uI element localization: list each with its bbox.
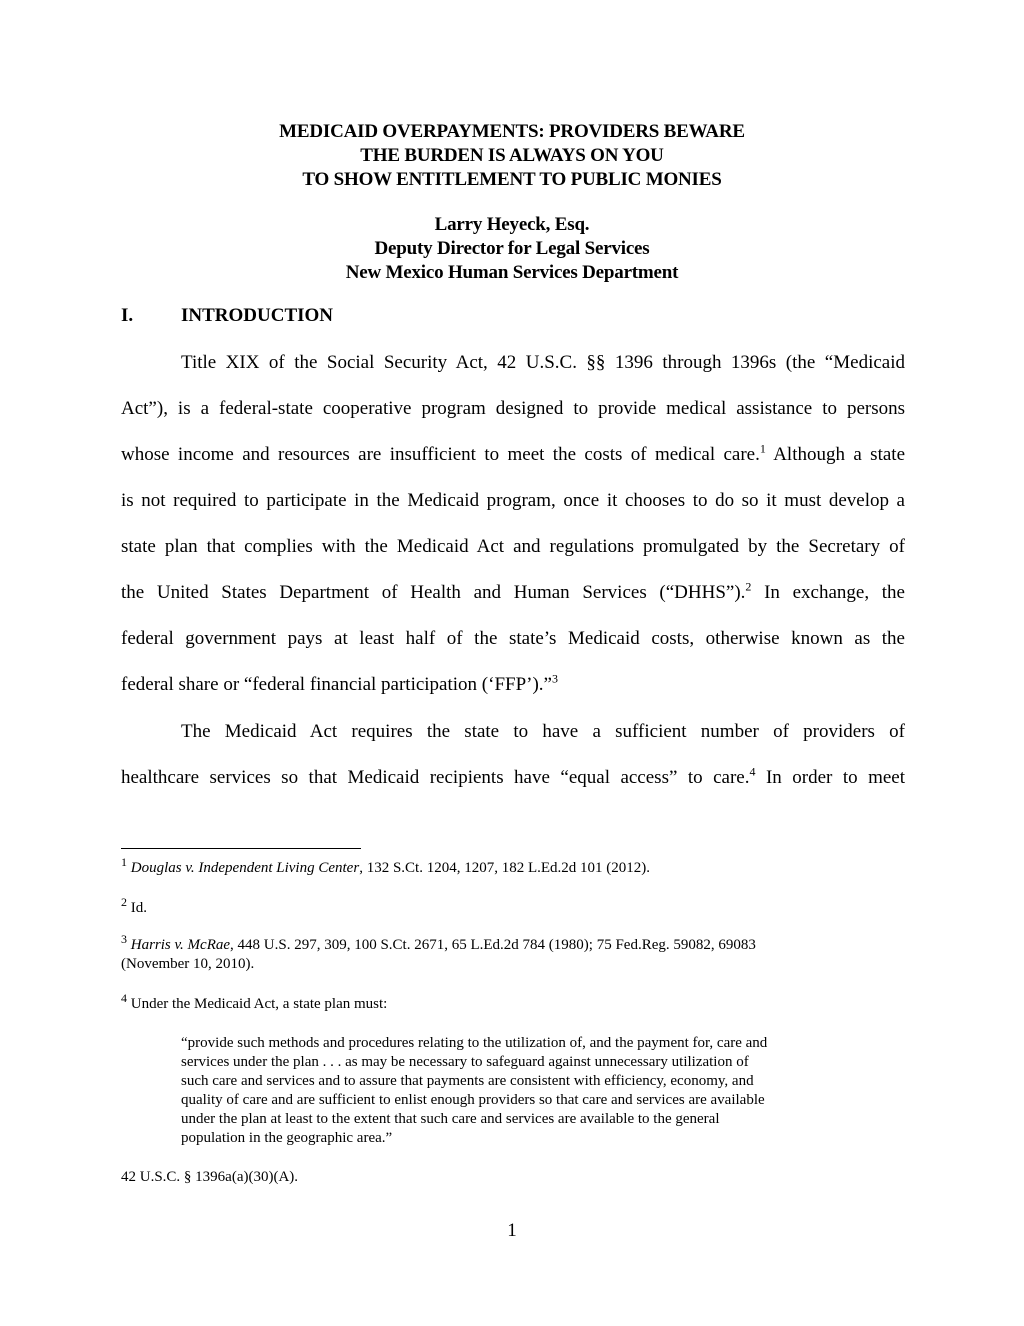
title-line-2: THE BURDEN IS ALWAYS ON YOU (360, 145, 664, 166)
title-line-1: MEDICAID OVERPAYMENTS: PROVIDERS BEWARE (279, 121, 745, 142)
author-block (0, 213, 1024, 285)
page-number: 1 (507, 1220, 517, 1241)
quote-line: population in the geographic area.” (181, 1130, 393, 1146)
footnote-2 (121, 895, 911, 918)
document-title (0, 120, 1024, 192)
body-line: Title XIX of the Social Security Act, 42 U.S.C. §§ 1396 through 1396s (the “Medicaid (181, 352, 905, 373)
footnote-number: 1 (121, 855, 127, 869)
body-line: The Medicaid Act requires the state to have a sufficient number of providers of (181, 721, 905, 742)
body-line: is not required to participate in the Medicaid program, once it chooses to do so it must develop a (121, 490, 905, 511)
footnote-intro: Under the Medicaid Act, a state plan must: (130, 996, 388, 1012)
case-name: Harris v. McRae (130, 937, 231, 953)
block-quote (181, 1034, 861, 1148)
footnote-number: 3 (121, 932, 127, 946)
footnote-4 (121, 991, 911, 1014)
quote-line: “provide such methods and procedures relating to the utilization of, and the payment for, care and (181, 1035, 768, 1051)
author-organization: New Mexico Human Services Department (345, 262, 679, 283)
footnote-ref[interactable]: 2 (745, 579, 752, 594)
citation-continued: (November 10, 2010). (121, 956, 255, 972)
quote-line: quality of care and are sufficient to enlist enough providers so that care and services are available (181, 1092, 765, 1108)
citation: , 448 U.S. 297, 309, 100 S.Ct. 2671, 65 L.Ed.2d 784 (1980); 75 Fed.Reg. 59082, 69083 (230, 937, 756, 953)
body-line: the United States Department of Health and Human Services (“DHHS”).$^2$ In exchange, the (121, 579, 905, 603)
body-line: federal share or “federal financial participation (‘FFP’).”$^3$ (121, 671, 558, 695)
footnote-ref[interactable]: 4 (749, 764, 756, 779)
author-name: Larry Heyeck, Esq. (434, 214, 590, 235)
footnote-text: Id. (130, 900, 147, 916)
body-line: healthcare services so that Medicaid recipients have “equal access” to care.$^4$ In order to meet (121, 764, 905, 788)
body-line: state plan that complies with the Medicaid Act and regulations promulgated by the Secretary of (121, 536, 905, 557)
body-line: federal government pays at least half of the state’s Medicaid costs, otherwise known as the (121, 628, 905, 649)
quote-line: under the plan at least to the extent that such care and services are available to the general (181, 1111, 720, 1127)
statute-citation: 42 U.S.C. § 1396a(a)(30)(A). (121, 1169, 299, 1185)
case-name: Douglas v. Independent Living Center (130, 860, 360, 876)
footnote-number: 4 (121, 991, 127, 1005)
footnote-ref[interactable]: 3 (552, 671, 558, 686)
citation: , 132 S.Ct. 1204, 1207, 182 L.Ed.2d 101 (2012). (359, 860, 651, 876)
body-line: Act”), is a federal-state cooperative program designed to provide medical assistance to persons (121, 398, 905, 419)
body-line: whose income and resources are insufficient to meet the costs of medical care.$^1$ Although a state (121, 441, 906, 465)
footnote-1 (121, 855, 911, 878)
footnote-ref[interactable]: 1 (759, 441, 766, 456)
footnote-number: 2 (121, 895, 127, 909)
section-number: I. (121, 305, 134, 326)
title-line-3: TO SHOW ENTITLEMENT TO PUBLIC MONIES (302, 169, 722, 190)
section-title: INTRODUCTION (181, 305, 334, 326)
quote-line: such care and services and to assure that payments are consistent with efficiency, economy, and (181, 1073, 754, 1089)
footnote-separator (121, 848, 361, 849)
footnote-3 (121, 932, 911, 974)
author-position: Deputy Director for Legal Services (374, 238, 650, 259)
quote-line: services under the plan . . . as may be necessary to safeguard against unnecessary utilization of (181, 1054, 749, 1070)
